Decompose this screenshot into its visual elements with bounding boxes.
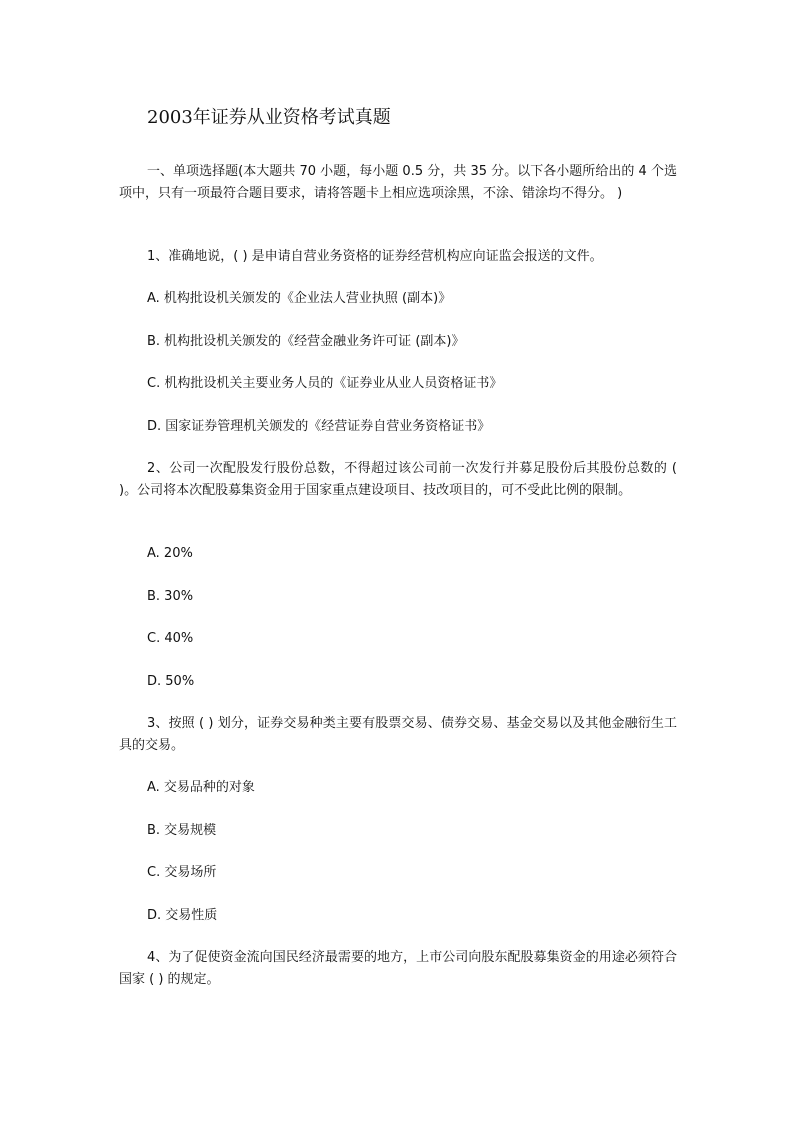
question-2-option-d: D. 50% (147, 674, 195, 689)
question-3-option-a: A. 交易品种的对象 (147, 780, 255, 795)
question-4-stem: 4、为了促使资金流向国民经济最需要的地方，上市公司向股东配股募集资金的用途必须符合国家 ( ) 的规定。 (119, 950, 677, 987)
question-3-option-c: C. 交易场所 (147, 865, 217, 880)
question-1-option-c: C. 机构批设机关主要业务人员的《证券业从业人员资格证书》 (147, 376, 503, 391)
question-2-option-b: B. 30% (147, 589, 194, 604)
question-1-stem: 1、准确地说，( ) 是申请自营业务资格的证券经营机构应向证监会报送的文件。 (147, 249, 603, 264)
question-1-option-d: D. 国家证券管理机关颁发的《经营证券自营业务资格证书》 (147, 419, 491, 434)
question-3-option-b: B. 交易规模 (147, 823, 217, 838)
page-title: 2003年证券从业资格考试真题 (147, 107, 391, 128)
question-2-option-a: A. 20% (147, 546, 193, 561)
question-3-stem: 3、按照 ( ) 划分，证券交易种类主要有股票交易、债券交易、基金交易以及其他金融衍生工具的交易。 (119, 716, 677, 753)
section-instructions: 一、单项选择题(本大题共 70 小题，每小题 0.5 分，共 35 分。以下各小题所给出的 4 个选项中，只有一项最符合题目要求，请将答题卡上相应选项涂黑，不涂、错涂均不得分。 ) (119, 164, 677, 201)
question-3-option-d: D. 交易性质 (147, 908, 218, 923)
question-1-option-b: B. 机构批设机关颁发的《经营金融业务许可证 (副本)》 (147, 334, 465, 349)
question-2-option-c: C. 40% (147, 631, 194, 646)
question-2-stem: 2、公司一次配股发行股份总数，不得超过该公司前一次发行并募足股份后其股份总数的 ( )。公司将本次配股募集资金用于国家重点建设项目、技改项目的，可不受此比例的限制。 (119, 461, 677, 498)
question-1-option-a: A. 机构批设机关颁发的《企业法人营业执照 (副本)》 (147, 291, 452, 306)
